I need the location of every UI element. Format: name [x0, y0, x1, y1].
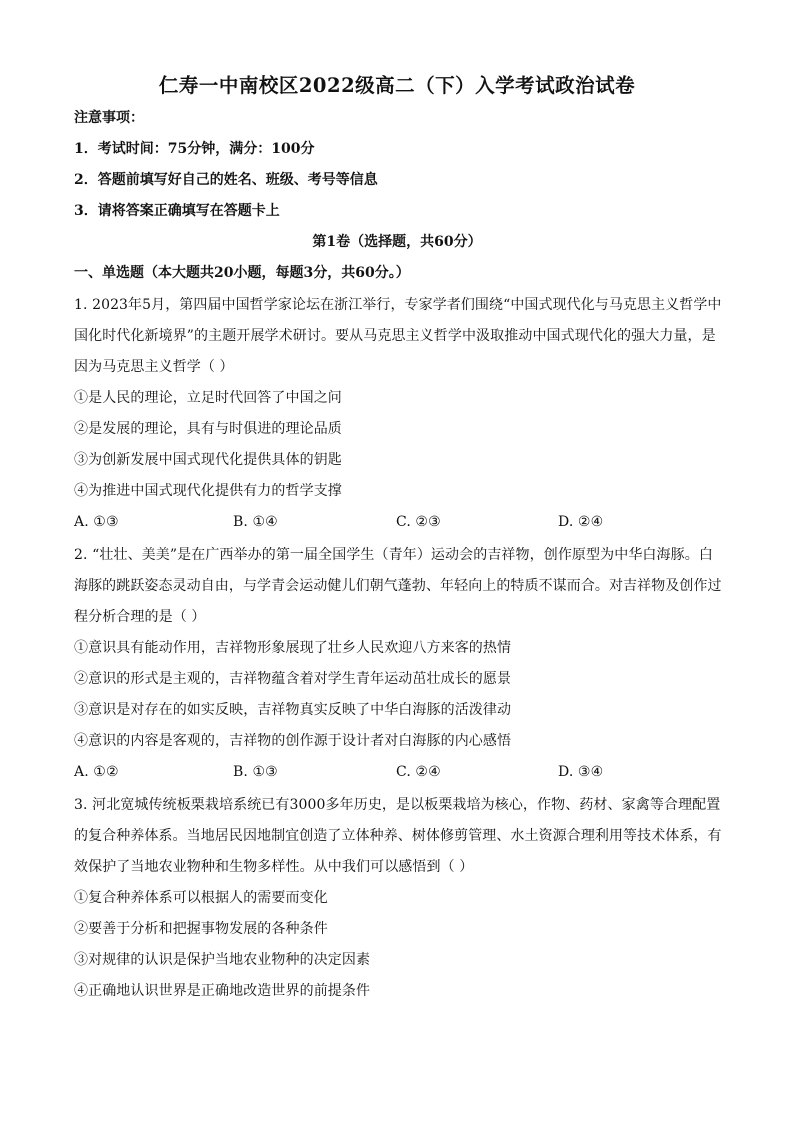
question-stem: 的复合种养体系。当地居民因地制宜创造了立体种养、树体修剪管理、水土资源合理利用等技术体系，有	[74, 828, 722, 844]
statement: ②意识的形式是主观的，吉祥物蕴含着对学生青年运动茁壮成长的愿景	[74, 671, 512, 687]
option-d: D. ②④	[558, 514, 604, 530]
question-stem: 海豚的跳跃姿态灵动自由，与学青会运动健儿们朝气蓬勃、年轻向上的特质不谋而合。对吉祥物及创作过	[74, 578, 722, 594]
statement: ④为推进中国式现代化提供有力的哲学支撑	[74, 483, 342, 499]
statement: ①是人民的理论，立足时代回答了中国之问	[74, 390, 342, 406]
notice-item: 1．考试时间：75分钟，满分：100分	[74, 141, 315, 157]
option-c: C. ②④	[396, 764, 441, 780]
page-title: 仁寿一中南校区2022级高二（下）入学考试政治试卷	[158, 74, 636, 97]
statement: ③为创新发展中国式现代化提供具体的钥匙	[74, 452, 342, 468]
statement: ①复合种养体系可以根据人的需要而变化	[74, 890, 328, 906]
option-b: B. ①③	[233, 764, 278, 780]
option-d: D. ③④	[558, 764, 604, 780]
question-stem: 2. “壮壮、美美”是在广西举办的第一届全国学生（青年）运动会的吉祥物，创作原型为中华白海豚。白	[74, 547, 713, 563]
statement: ②是发展的理论，具有与时俱进的理论品质	[74, 421, 342, 437]
option-a: A. ①②	[74, 764, 119, 780]
statement: ③意识是对存在的如实反映，吉祥物真实反映了中华白海豚的活泼律动	[74, 702, 512, 718]
question-stem: 因为马克思主义哲学（ ）	[74, 359, 234, 375]
statement: ②要善于分析和把握事物发展的各种条件	[74, 921, 328, 937]
question-stem: 国化时代化新境界”的主题开展学术研讨。要从马克思主义哲学中汲取推动中国式现代化的强大力量，是	[74, 328, 716, 344]
option-c: C. ②③	[396, 514, 441, 530]
volume-title: 第1卷（选择题，共60分）	[312, 234, 482, 250]
statement: ④意识的内容是客观的，吉祥物的创作源于设计者对白海豚的内心感悟	[74, 733, 512, 749]
notice-item: 3．请将答案正确填写在答题卡上	[74, 203, 280, 219]
section-title: 一、单选题（本大题共20小题，每题3分，共60分。）	[74, 265, 410, 281]
notice-heading: 注意事项：	[74, 110, 144, 126]
question-stem: 3. 河北宽城传统板栗栽培系统已有3000多年历史，是以板栗栽培为核心，作物、药材、家禽等合理配置	[74, 797, 721, 813]
option-b: B. ①④	[233, 514, 278, 530]
question-stem: 程分析合理的是（ ）	[74, 609, 206, 625]
statement: ①意识具有能动作用，吉祥物形象展现了壮乡人民欢迎八方来客的热情	[74, 640, 512, 656]
question-stem: 效保护了当地农业物种和生物多样性。从中我们可以感悟到（ ）	[74, 859, 474, 875]
question-stem: 1. 2023年5月，第四届中国哲学家论坛在浙江举行，专家学者们围绕“中国式现代化与马克思主义哲学中	[74, 297, 722, 313]
statement: ④正确地认识世界是正确地改造世界的前提条件	[74, 983, 371, 999]
statement: ③对规律的认识是保护当地农业物种的决定因素	[74, 952, 371, 968]
notice-item: 2．答题前填写好自己的姓名、班级、考号等信息	[74, 172, 378, 188]
option-a: A. ①③	[74, 514, 119, 530]
